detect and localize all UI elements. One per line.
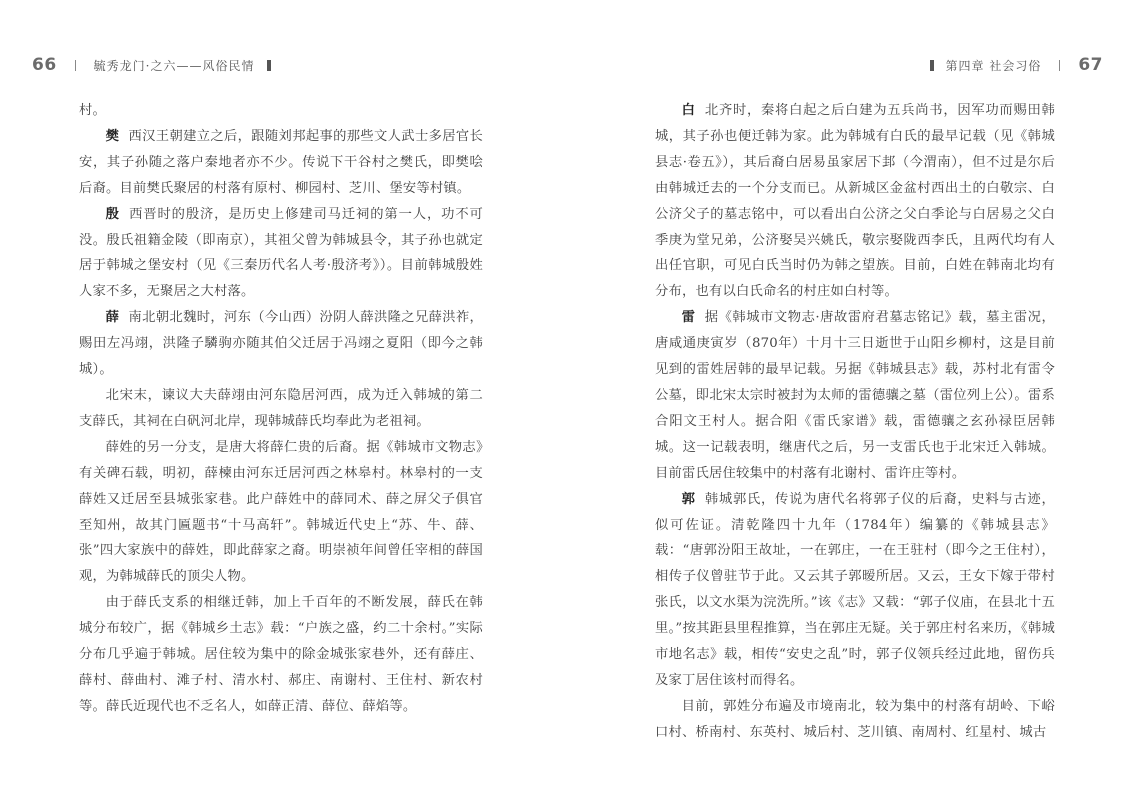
surname-heading: 白 <box>681 103 696 118</box>
header-divider <box>75 60 76 71</box>
paragraph: 村。 <box>79 103 106 118</box>
page-number: 67 <box>1078 55 1103 75</box>
left-page-header <box>32 52 283 78</box>
surname-heading: 薛 <box>105 310 120 326</box>
surname-heading: 樊 <box>105 128 120 144</box>
running-title: 第四章 社会习俗 <box>945 58 1042 73</box>
header-block-mark <box>267 60 271 71</box>
right-page <box>566 0 1133 799</box>
surname-heading: 雷 <box>681 310 696 326</box>
surname-heading: 殷 <box>105 206 120 222</box>
right-page-header <box>918 52 1104 78</box>
running-title: 毓秀龙门·之六——风俗民情 <box>93 58 255 73</box>
paragraph: 薛 南北朝北魏时，河东（今山西）汾阴人薛洪隆之兄薛洪祚，赐田左冯翊，洪隆子驎驹亦随其伯父迁居于冯翊之夏阳（即今之韩城）。 <box>79 310 483 378</box>
paragraph: 雷 据《韩城市文物志·唐故雷府君墓志铭记》载，墓主雷况，唐咸通庚寅岁（870年）十月十三日逝世于山阳乡柳村，这是目前见到的雷姓居韩的最早记载。另据《韩城县志》载，苏村北有雷令公墓，即北宋太宗时被封为太师的雷德骧之墓（雷位列上公）。雷系合阳文王村人。据合阳《雷氏家谱》载，雷德骧之玄孙禄臣居韩城。这一记载表明，继唐代之后，另一支雷氏也于北宋迁入韩城。目前雷氏居住较集中的村落有北谢村、雷许庄等村。 <box>655 310 1055 481</box>
paragraph: 薛姓的另一分支，是唐大将薛仁贵的后裔。据《韩城市文物志》有关碑石载，明初，薛楝由河东迁居河西之林皋村。林皋村的一支薛姓又迁居至县城张家巷。此户薛姓中的薛同术、薛之屏父子俱官至知州，故其门匾题书“十马高轩”。韩城近代史上“苏、牛、薛、张”四大家族中的薛姓，即此薛家之裔。明崇祯年间曾任宰相的薛国观，为韩城薛氏的顶尖人物。 <box>79 439 483 585</box>
surname-heading: 郭 <box>681 491 696 507</box>
paragraph: 白 北齐时，秦将白起之后白建为五兵尚书，因军功而赐田韩城，其子孙也便迁韩为家。此为韩城有白氏的最早记载（见《韩城县志·卷五》），其后裔白居易虽家居下邽（今渭南），但不过是尔后由韩城迁去的一个分支而已。从新城区金盆村西出土的白敬宗、白公济父子的墓志铭中，可以看出白公济之父白季论与白居易之父白季庚为堂兄弟，公济娶吴兴姚氏，敬宗娶陇西李氏，且两代均有人出任官职，可见白氏当时仍为韩之望族。目前，白姓在韩南北均有分布，也有以白氏命名的村庄如白村等。 <box>655 103 1056 300</box>
paragraph: 目前，郭姓分布遍及市境南北，较为集中的村落有胡岭、下峪口村、桥南村、东英村、城后村、芝川镇、南周村、红星村、城古 <box>655 698 1055 740</box>
paragraph: 殷 西晋时的殷济，是历史上修建司马迁祠的第一人，功不可没。殷氏祖籍金陵（即南京），其祖父曾为韩城县令，其子孙也就定居于韩城之堡安村（见《三秦历代名人考·殷济考》）。目前韩城殷姓人家不多，无聚居之大村落。 <box>79 206 483 300</box>
paragraph: 郭 韩城郭氏，传说为唐代名将郭子仪的后裔，史料与古迹，似可佐证。清乾隆四十九年（1784年）编纂的《韩城县志》载：“唐郭汾阳王故址，一在郭庄，一在王驻村（即今之王住村），相传子仪曾驻节于此。又云其子郭暧所居。又云，王女下嫁于带村张氏，以文水渠为浣洗所。”该《志》又载：“郭子仪庙，在县北十五里。”按其距县里程推算，当在郭庄无疑。关于郭庄村名来历，《韩城市地名志》载，相传“安史之乱”时，郭子仪领兵经过此地，留伤兵及家丁居住该村而得名。 <box>655 491 1056 688</box>
left-page <box>0 0 566 799</box>
paragraph: 樊 西汉王朝建立之后，跟随刘邦起事的那些文人武士多居官长安，其子孙随之落户秦地者亦不少。传说下干谷村之樊氏，即樊哙后裔。目前樊氏聚居的村落有原村、柳园村、芝川、堡安等村镇。 <box>79 128 483 196</box>
paragraph: 北宋末，谏议大夫薛翊由河东隐居河西，成为迁入韩城的第二支薛氏，其祠在白矾河北岸，现韩城薛氏均奉此为老祖祠。 <box>79 387 483 429</box>
header-block-mark <box>930 60 934 71</box>
header-divider <box>1059 60 1060 71</box>
right-page-body <box>655 98 1055 746</box>
page-number: 66 <box>32 55 57 75</box>
paragraph: 由于薛氏支系的相继迁韩，加上千百年的不断发展，薛氏在韩城分布较广，据《韩城乡土志》载：“户族之盛，约二十余村。”实际分布几乎遍于韩城。居住较为集中的除金城张家巷外，还有薛庄、薛村、薛曲村、滩子村、清水村、郝庄、南谢村、王住村、新农村等。薛氏近现代也不乏名人，如薛正清、薛位、薛焰等。 <box>79 595 483 714</box>
left-page-body <box>79 98 483 720</box>
